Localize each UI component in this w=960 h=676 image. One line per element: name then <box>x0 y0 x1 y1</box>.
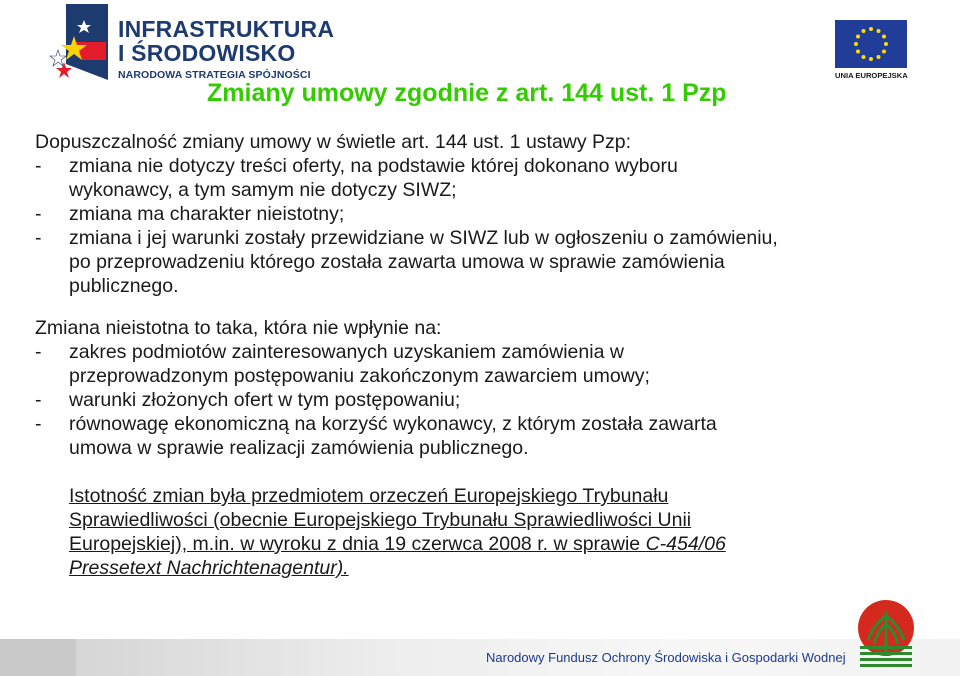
list-item-line: zmiana i jej warunki zostały przewidziane w SIWZ lub w ogłoszeniu o zamówieniu, <box>69 227 778 249</box>
eu-label: UNIA EUROPEJSKA <box>835 71 908 80</box>
note-line <box>69 532 945 556</box>
note-text: Europejskiej), m.in. w wyroku z dnia 19 czerwca 2008 r. w sprawie <box>69 533 646 555</box>
eu-flag-block <box>835 20 909 80</box>
list-dash: - <box>35 341 42 363</box>
spacer <box>35 298 945 316</box>
list-item-line: umowa w sprawie realizacji zamówienia publicznego. <box>69 437 529 459</box>
intro-text: Dopuszczalność zmiany umowy w świetle art. 144 ust. 1 ustawy Pzp: <box>35 131 632 153</box>
spacer <box>35 460 945 484</box>
slide-content <box>35 130 945 580</box>
case-name: Pressetext Nachrichtenagentur). <box>69 557 349 579</box>
list-dash: - <box>35 155 42 177</box>
eu-flag-icon <box>835 20 907 68</box>
case-number: C-454/06 <box>645 533 726 555</box>
list-dash: - <box>35 389 42 411</box>
note-line: Istotność zmian była przedmiotem orzeczeń Europejskiego Trybunału <box>69 485 669 507</box>
logo-line-3: NARODOWA STRATEGIA SPÓJNOŚCI <box>118 69 311 81</box>
note-line: Sprawiedliwości (obecnie Europejskiego Trybunału Sprawiedliwości Unii <box>69 509 692 531</box>
list-item-line: zmiana nie dotyczy treści oferty, na podstawie której dokonano wyboru <box>69 155 678 177</box>
logo-line-1: INFRASTRUKTURA <box>118 16 335 42</box>
list-item <box>35 412 945 460</box>
infrastruktura-logo <box>44 0 335 84</box>
list-item-line: zmiana ma charakter nieistotny; <box>69 203 345 225</box>
footer-text: Narodowy Fundusz Ochrony Środowiska i Gospodarki Wodnej <box>486 650 846 665</box>
list-item-line: zakres podmiotów zainteresowanych uzyskaniem zamówienia w <box>69 341 624 363</box>
logo-line-2: I ŚRODOWISKO <box>118 40 296 66</box>
list-dash: - <box>35 227 42 249</box>
list-item <box>35 340 945 388</box>
list-item <box>35 202 945 226</box>
list-item-line: wykonawcy, a tym samym nie dotyczy SIWZ; <box>69 179 457 201</box>
footer-left-block <box>0 639 76 676</box>
list-item-line: po przeprowadzeniu którego została zawarta umowa w sprawie zamówienia <box>69 251 725 273</box>
list-dash: - <box>35 203 42 225</box>
list-item-line: przeprowadzonym postępowaniu zakończonym zawarciem umowy; <box>69 365 650 387</box>
list-dash: - <box>35 413 42 435</box>
court-ruling-note <box>69 484 945 580</box>
list-item <box>35 154 945 202</box>
list-item-line: równowagę ekonomiczną na korzyść wykonawcy, z którym została zawarta <box>69 413 717 435</box>
list-item-line: warunki złożonych ofert w tym postępowaniu; <box>69 389 461 411</box>
logo-wordmark <box>118 18 334 81</box>
star-flag-icon <box>44 0 116 84</box>
list-item <box>35 226 945 298</box>
list-item-line: publicznego. <box>69 275 179 297</box>
intro-text-2: Zmiana nieistotna to taka, która nie wpłynie na: <box>35 317 442 339</box>
list-item <box>35 388 945 412</box>
nfosigw-logo-icon <box>856 598 916 668</box>
page-title: Zmiany umowy zgodnie z art. 144 ust. 1 Pzp <box>207 79 727 107</box>
